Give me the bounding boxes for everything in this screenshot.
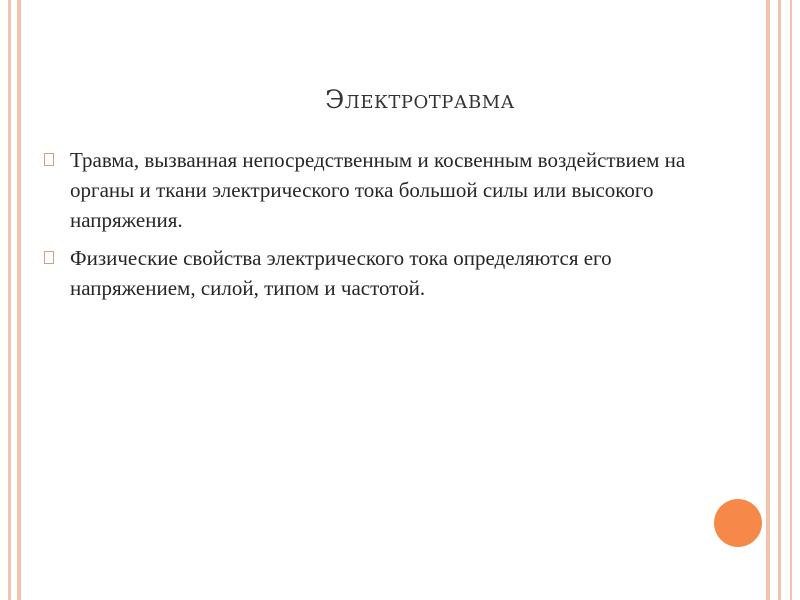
right-border-line xyxy=(766,0,770,600)
orange-circle-icon xyxy=(714,499,762,547)
bullet-text: Травма, вызванная непосредственным и косвенным воздействием на органы и ткани электрического тока большой силы или высокого напряжения. xyxy=(70,148,686,232)
slide-content xyxy=(40,145,720,311)
left-border-line xyxy=(8,0,11,600)
bullet-box-icon xyxy=(44,153,54,166)
bullet-box-icon xyxy=(44,251,54,264)
bullet-item xyxy=(40,243,720,303)
bullet-text: Физические свойства электрического тока определяются его напряжением, силой, типом и частотой. xyxy=(70,246,612,300)
right-border-line xyxy=(790,0,792,600)
right-border-line xyxy=(778,0,781,600)
slide-title: Электротравма xyxy=(325,85,515,114)
bullet-item xyxy=(40,145,720,235)
left-border-line xyxy=(17,0,21,600)
